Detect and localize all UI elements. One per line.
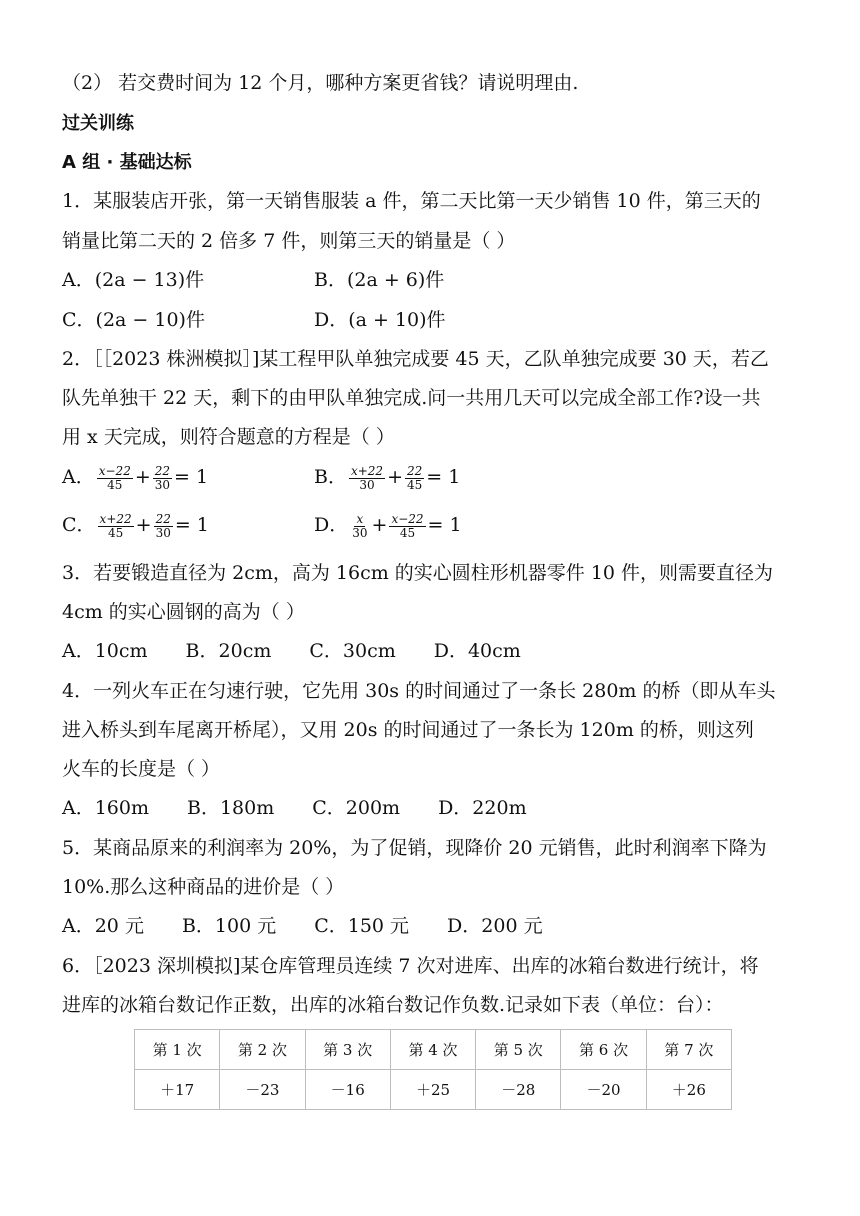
- q2-option-b: B． $\frac{x+22}{30}$ + $\frac{22}{45}$ = 1: [314, 463, 461, 492]
- q4-options: A．160m B．180m C．200m D．220m: [62, 797, 527, 819]
- table-cell: ＋26: [646, 1070, 731, 1110]
- table-cell: －28: [476, 1070, 561, 1110]
- q1-line-1: 1．某服装店开张，第一天销售服装 a 件，第二天比第一天少销售 10 件，第三天的: [62, 190, 761, 212]
- table-header-cell: 第 3 次: [305, 1030, 390, 1070]
- table-header-cell: 第 4 次: [390, 1030, 475, 1070]
- table-cell: ＋25: [390, 1070, 475, 1110]
- q3-line-1: 3．若要锻造直径为 2cm，高为 16cm 的实心圆柱形机器零件 10 件，则需要直径为: [62, 562, 774, 584]
- q2-option-d: D． $\frac{x}{30}$ + $\frac{x-22}{45}$ = 1: [314, 511, 462, 540]
- sub-question-2: （2） 若交费时间为 12 个月，哪种方案更省钱？请说明理由.: [62, 72, 579, 94]
- q3-options: A．10cm B．20cm C．30cm D．40cm: [62, 640, 521, 662]
- q6-line-1: 6．［2023 深圳模拟]某仓库管理员连续 7 次对进库、出库的冰箱台数进行统计，将: [62, 955, 759, 977]
- group-heading: A 组 · 基础达标: [62, 152, 192, 173]
- section-heading: 过关训练: [62, 113, 134, 134]
- option-label: C．: [62, 514, 96, 536]
- q2-line-1: 2．［［2023 株洲模拟］]某工程甲队单独完成要 45 天，乙队单独完成要 30 天，若乙: [62, 348, 769, 370]
- table-header-row: [135, 1030, 732, 1070]
- option-label: D．: [314, 514, 349, 536]
- option-label: A．: [62, 466, 95, 488]
- fraction: $\frac{22}{30}$: [154, 463, 171, 492]
- fraction: $\frac{x}{30}$: [352, 511, 368, 540]
- table-cell: ＋17: [135, 1070, 220, 1110]
- q2-line-2: 队先单独干 22 天，剩下的由甲队单独完成.问一共用几天可以完成全部工作?设一共: [62, 387, 761, 409]
- q5-options: A．20 元 B．100 元 C．150 元 D．200 元: [62, 915, 543, 937]
- q5-line-1: 5．某商品原来的利润率为 20%，为了促销，现降价 20 元销售，此时利润率下降为: [62, 837, 767, 859]
- option-label: B．: [314, 466, 347, 488]
- table-row: [135, 1070, 732, 1110]
- table-header-cell: 第 7 次: [646, 1030, 731, 1070]
- q1-line-2: 销量比第二天的 2 倍多 7 件，则第三天的销量是（ ）: [62, 230, 516, 252]
- q2-line-3: 用 x 天完成，则符合题意的方程是（ ）: [62, 426, 395, 448]
- q1-option-b: B．(2a + 6)件: [314, 269, 445, 291]
- q3-line-2: 4cm 的实心圆钢的高为（ ）: [62, 601, 305, 623]
- fraction: $\frac{22}{45}$: [406, 463, 423, 492]
- q1-option-c: C．(2a − 10)件: [62, 309, 205, 331]
- table-header-cell: 第 6 次: [561, 1030, 646, 1070]
- q4-line-1: 4．一列火车正在匀速行驶，它先用 30s 的时间通过了一条长 280m 的桥（即从车头: [62, 680, 776, 702]
- q1-option-d: D．(a + 10)件: [314, 309, 446, 331]
- record-table: [134, 1029, 732, 1110]
- table-header-cell: 第 5 次: [476, 1030, 561, 1070]
- table-header-cell: 第 2 次: [220, 1030, 305, 1070]
- table-cell: －23: [220, 1070, 305, 1110]
- fraction: $\frac{22}{30}$: [155, 511, 171, 540]
- fraction: $\frac{x+22}{30}$: [350, 463, 384, 492]
- q4-line-3: 火车的长度是（ ）: [62, 758, 221, 780]
- q5-line-2: 10%.那么这种商品的进价是（ ）: [62, 876, 345, 898]
- fraction: $\frac{x-22}{45}$: [391, 511, 424, 540]
- table-cell: －16: [305, 1070, 390, 1110]
- q2-option-a: A． $\frac{x-22}{45}$ + $\frac{22}{30}$ = 1: [62, 463, 209, 492]
- q6-line-2: 进库的冰箱台数记作正数，出库的冰箱台数记作负数.记录如下表（单位：台）：: [62, 994, 724, 1016]
- table-header-cell: 第 1 次: [135, 1030, 220, 1070]
- q4-line-2: 进入桥头到车尾离开桥尾），又用 20s 的时间通过了一条长为 120m 的桥，则这列: [62, 719, 754, 741]
- q2-option-c: C． $\frac{x+22}{45}$ + $\frac{22}{30}$ = 1: [62, 511, 209, 540]
- table-cell: －20: [561, 1070, 646, 1110]
- fraction: $\frac{x-22}{45}$: [98, 463, 131, 492]
- fraction: $\frac{x+22}{45}$: [99, 511, 132, 540]
- q1-option-a: A．(2a − 13)件: [62, 269, 205, 291]
